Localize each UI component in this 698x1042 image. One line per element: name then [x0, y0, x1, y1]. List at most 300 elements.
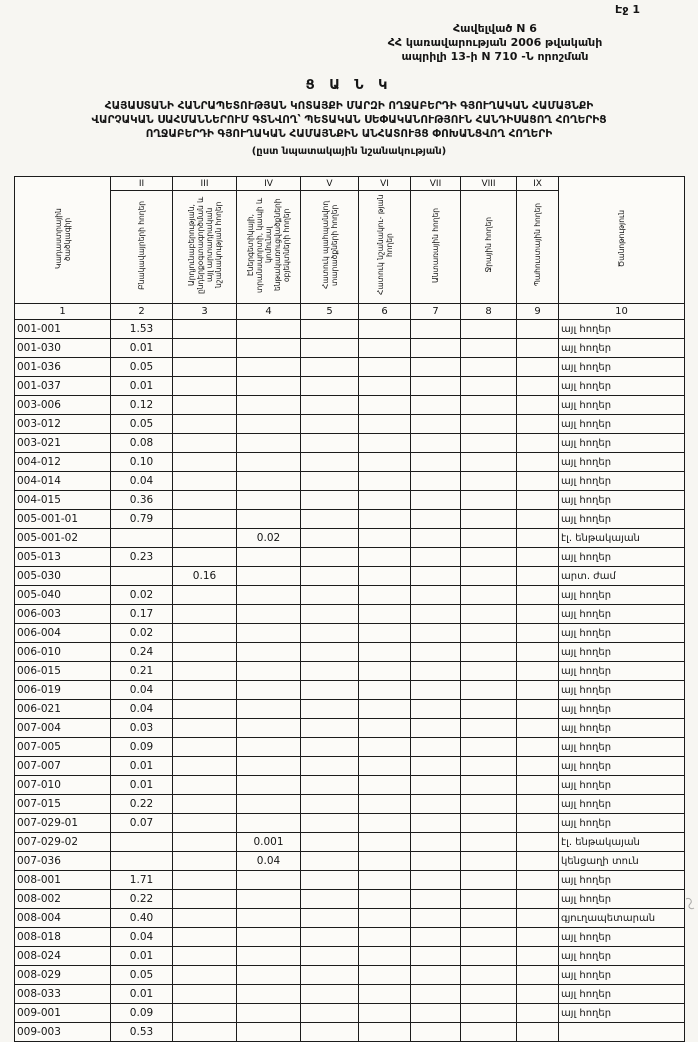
cell-value	[301, 985, 359, 1004]
cell-value: 0.02	[111, 624, 173, 643]
col-header-2-label: Բնակավայրերի հողեր	[137, 200, 146, 290]
cell-value	[173, 548, 237, 567]
cell-value	[411, 624, 461, 643]
table-row	[15, 624, 685, 643]
cell-value	[359, 852, 411, 871]
cell-code: 008-024	[15, 947, 111, 966]
cell-value	[411, 681, 461, 700]
cell-value	[301, 928, 359, 947]
cell-value	[411, 738, 461, 757]
cell-value	[237, 966, 301, 985]
cell-value	[411, 491, 461, 510]
cell-note: այլ հողեր	[559, 966, 685, 985]
cell-value	[461, 928, 517, 947]
cell-value: 0.12	[111, 396, 173, 415]
cell-value	[411, 947, 461, 966]
cell-value	[359, 966, 411, 985]
cell-note: այլ հողեր	[559, 814, 685, 833]
cell-value	[301, 453, 359, 472]
cell-value	[461, 738, 517, 757]
cell-value	[173, 814, 237, 833]
cell-note: գյուղապետարան	[559, 909, 685, 928]
cell-value	[237, 1004, 301, 1023]
cell-value	[237, 396, 301, 415]
col-header-cadastral-code-label: Կադաստրային ծածկագիր	[53, 208, 72, 269]
cell-note: այլ հողեր	[559, 624, 685, 643]
cell-value	[237, 491, 301, 510]
cell-code: 001-036	[15, 358, 111, 377]
cell-note: այլ հողեր	[559, 757, 685, 776]
col-number-10: 10	[559, 304, 685, 320]
cell-value	[359, 358, 411, 377]
cell-note: այլ հողեր	[559, 719, 685, 738]
cell-value	[301, 947, 359, 966]
cell-value	[461, 833, 517, 852]
col-header-6	[359, 191, 411, 304]
cell-value	[359, 396, 411, 415]
cell-code: 001-030	[15, 339, 111, 358]
cell-code: 009-001	[15, 1004, 111, 1023]
table-row	[15, 966, 685, 985]
cell-value	[461, 814, 517, 833]
col-number-3: 3	[173, 304, 237, 320]
cell-value	[461, 757, 517, 776]
cell-value	[359, 434, 411, 453]
cell-value	[237, 1023, 301, 1042]
col-header-3	[173, 191, 237, 304]
cell-value	[301, 320, 359, 339]
table-row	[15, 377, 685, 396]
cell-code: 003-006	[15, 396, 111, 415]
cell-value	[237, 605, 301, 624]
cell-value	[237, 947, 301, 966]
roman-numeral-VII: VII	[411, 177, 461, 191]
appendix-reference	[320, 22, 670, 63]
col-number-2: 2	[111, 304, 173, 320]
cell-note: այլ հողեր	[559, 453, 685, 472]
cell-value	[359, 795, 411, 814]
table-row	[15, 643, 685, 662]
cell-value	[301, 738, 359, 757]
cell-value: 0.01	[111, 947, 173, 966]
table-row	[15, 814, 685, 833]
cell-note: այլ հողեր	[559, 776, 685, 795]
col-header-5-label: Հատուկ պահպանվող տարածքների հողեր	[320, 200, 339, 290]
cell-value	[461, 681, 517, 700]
table-row	[15, 491, 685, 510]
cell-code: 007-010	[15, 776, 111, 795]
cell-value	[301, 339, 359, 358]
cell-value: 0.40	[111, 909, 173, 928]
cell-value	[359, 491, 411, 510]
cell-value	[359, 738, 411, 757]
cell-value: 0.05	[111, 966, 173, 985]
cell-value	[461, 529, 517, 548]
cell-note: այլ հողեր	[559, 586, 685, 605]
cell-value	[411, 795, 461, 814]
table-row	[15, 510, 685, 529]
cell-value	[411, 472, 461, 491]
cell-value	[411, 985, 461, 1004]
cell-value	[517, 719, 559, 738]
cell-value	[517, 1023, 559, 1042]
cell-value	[173, 852, 237, 871]
cell-value	[301, 605, 359, 624]
cell-value	[461, 548, 517, 567]
cell-value	[411, 339, 461, 358]
cell-value	[517, 871, 559, 890]
cell-value	[461, 643, 517, 662]
cell-value	[173, 396, 237, 415]
cell-note: այլ հողեր	[559, 1004, 685, 1023]
cell-code: 005-040	[15, 586, 111, 605]
col-header-note-label: Ծանոթություն	[617, 209, 626, 268]
table-row	[15, 662, 685, 681]
cell-note: այլ հողեր	[559, 928, 685, 947]
col-header-7	[411, 191, 461, 304]
cell-value	[301, 643, 359, 662]
cell-value	[359, 681, 411, 700]
cell-note: այլ հողեր	[559, 358, 685, 377]
cell-value	[237, 453, 301, 472]
col-header-2	[111, 191, 173, 304]
cell-value	[411, 852, 461, 871]
cell-value	[411, 358, 461, 377]
cell-value	[359, 947, 411, 966]
cell-value	[237, 377, 301, 396]
cell-value: 0.21	[111, 662, 173, 681]
cell-value	[517, 415, 559, 434]
cell-note: այլ հողեր	[559, 415, 685, 434]
table-row	[15, 396, 685, 415]
cell-value	[461, 567, 517, 586]
cell-value	[173, 700, 237, 719]
cell-value: 0.05	[111, 358, 173, 377]
cell-value: 0.22	[111, 795, 173, 814]
subtitle-line-1: ՀԱՅԱՍՏԱՆԻ ՀԱՆՐԱՊԵՏՈՒԹՅԱՆ ԿՈՏԱՅՔԻ ՄԱՐԶԻ ՈՂՋԱԲԵՐԴԻ ԳՅՈՒՂԱԿԱՆ ՀԱՄԱՅՆՔԻ	[104, 100, 594, 112]
cell-value	[237, 472, 301, 491]
document-subnote: (ըստ նպատակային նշանակության)	[251, 145, 447, 157]
roman-numeral-IX: IX	[517, 177, 559, 191]
cell-code: 008-001	[15, 871, 111, 890]
margin-scribble	[684, 896, 696, 912]
cell-value	[359, 833, 411, 852]
cell-value	[461, 909, 517, 928]
cell-value	[517, 396, 559, 415]
cell-value	[301, 757, 359, 776]
cell-value	[517, 795, 559, 814]
cell-value	[461, 700, 517, 719]
cell-value	[411, 415, 461, 434]
table-row	[15, 567, 685, 586]
cell-code: 004-014	[15, 472, 111, 491]
cell-value	[411, 966, 461, 985]
cell-value	[517, 947, 559, 966]
cell-value	[461, 852, 517, 871]
cell-value	[359, 890, 411, 909]
cell-value	[301, 624, 359, 643]
cell-value	[173, 377, 237, 396]
cell-value: 0.01	[111, 339, 173, 358]
cell-value	[301, 681, 359, 700]
cell-code: 005-001-01	[15, 510, 111, 529]
cell-value	[301, 814, 359, 833]
cell-value	[237, 719, 301, 738]
cell-value	[237, 586, 301, 605]
cell-value	[411, 643, 461, 662]
cell-value	[461, 358, 517, 377]
cell-value	[359, 776, 411, 795]
cell-value	[173, 472, 237, 491]
cell-value	[517, 377, 559, 396]
cell-value: 0.02	[111, 586, 173, 605]
cell-value	[359, 700, 411, 719]
cell-note: այլ հողեր	[559, 491, 685, 510]
col-header-5	[301, 191, 359, 304]
cell-value: 0.17	[111, 605, 173, 624]
cell-value	[411, 700, 461, 719]
table-row	[15, 320, 685, 339]
cell-value	[173, 928, 237, 947]
table-row	[15, 339, 685, 358]
cell-value	[517, 339, 559, 358]
cell-value	[173, 491, 237, 510]
cell-value	[301, 1023, 359, 1042]
cell-value	[173, 510, 237, 529]
cell-value	[517, 852, 559, 871]
cell-note: այլ հողեր	[559, 947, 685, 966]
header-number-row	[15, 304, 685, 320]
cell-code: 006-021	[15, 700, 111, 719]
cell-code: 005-001-02	[15, 529, 111, 548]
cell-code: 006-019	[15, 681, 111, 700]
roman-numeral-VIII: VIII	[461, 177, 517, 191]
table-row	[15, 1004, 685, 1023]
table-header	[15, 177, 685, 320]
cell-value	[411, 1004, 461, 1023]
cell-value	[359, 529, 411, 548]
col-number-8: 8	[461, 304, 517, 320]
cell-value	[173, 605, 237, 624]
table-row	[15, 1023, 685, 1042]
cell-value	[237, 434, 301, 453]
cell-value	[173, 890, 237, 909]
cell-value	[517, 928, 559, 947]
cell-note: այլ հողեր	[559, 434, 685, 453]
cell-value: 0.01	[111, 377, 173, 396]
cell-code: 007-007	[15, 757, 111, 776]
cell-value	[517, 529, 559, 548]
cell-code: 007-015	[15, 795, 111, 814]
cell-value	[411, 434, 461, 453]
cell-value	[173, 738, 237, 757]
cell-code: 004-012	[15, 453, 111, 472]
cell-note: այլ հողեր	[559, 643, 685, 662]
cell-value	[237, 909, 301, 928]
cell-value	[461, 947, 517, 966]
cell-value	[359, 624, 411, 643]
title-block	[0, 78, 698, 157]
cell-value	[173, 624, 237, 643]
col-header-9	[517, 191, 559, 304]
cell-value: 0.01	[111, 776, 173, 795]
cell-value	[301, 719, 359, 738]
document-subtitle	[0, 99, 698, 142]
cell-value	[359, 643, 411, 662]
cell-value	[301, 548, 359, 567]
cell-value	[461, 339, 517, 358]
cell-value	[173, 339, 237, 358]
cell-value: 0.16	[173, 567, 237, 586]
cell-code: 006-003	[15, 605, 111, 624]
cell-value	[359, 605, 411, 624]
cell-value	[411, 814, 461, 833]
cell-value: 0.04	[111, 681, 173, 700]
roman-numeral-V: V	[301, 177, 359, 191]
cell-value	[517, 510, 559, 529]
cell-value	[173, 795, 237, 814]
cell-value	[411, 757, 461, 776]
cell-note: այլ հողեր	[559, 320, 685, 339]
cell-value	[301, 1004, 359, 1023]
table-row	[15, 795, 685, 814]
table-row	[15, 434, 685, 453]
cell-value	[517, 567, 559, 586]
cell-value	[111, 852, 173, 871]
appendix-line-1: Հավելված N 6	[453, 22, 537, 35]
cell-code: 005-013	[15, 548, 111, 567]
cell-code: 008-033	[15, 985, 111, 1004]
cell-value	[517, 453, 559, 472]
cell-value	[173, 719, 237, 738]
cell-value: 0.01	[111, 985, 173, 1004]
cell-value: 0.04	[111, 700, 173, 719]
table-row	[15, 928, 685, 947]
cell-value	[411, 833, 461, 852]
cell-value	[301, 396, 359, 415]
cell-value	[237, 643, 301, 662]
cell-value	[173, 833, 237, 852]
cell-value: 1.71	[111, 871, 173, 890]
table-row	[15, 757, 685, 776]
cell-value	[411, 510, 461, 529]
cell-value	[461, 795, 517, 814]
cell-value	[461, 624, 517, 643]
cell-value	[237, 320, 301, 339]
col-header-8	[461, 191, 517, 304]
header-roman-row	[15, 177, 685, 191]
cell-note: այլ հողեր	[559, 377, 685, 396]
cell-value	[301, 358, 359, 377]
cell-value	[517, 548, 559, 567]
cell-value	[517, 890, 559, 909]
cell-value	[301, 472, 359, 491]
page-number: Էջ 1	[615, 3, 640, 16]
cell-value	[111, 567, 173, 586]
cell-code: 001-001	[15, 320, 111, 339]
cell-value	[461, 890, 517, 909]
cell-value	[359, 1004, 411, 1023]
cell-value: 1.53	[111, 320, 173, 339]
table-row	[15, 681, 685, 700]
roman-numeral-III: III	[173, 177, 237, 191]
land-table	[14, 176, 685, 1042]
cell-value: 0.05	[111, 415, 173, 434]
cell-value	[359, 871, 411, 890]
col-header-9-label: Պահուստային հողեր	[533, 203, 542, 287]
cell-value: 0.79	[111, 510, 173, 529]
cell-value	[411, 909, 461, 928]
cell-value	[517, 909, 559, 928]
cell-value	[301, 909, 359, 928]
cell-value	[461, 776, 517, 795]
cell-value	[411, 548, 461, 567]
table-row	[15, 776, 685, 795]
cell-note: այլ հողեր	[559, 985, 685, 1004]
cell-value	[237, 890, 301, 909]
cell-value	[237, 757, 301, 776]
cell-value	[461, 871, 517, 890]
cell-value: 0.04	[111, 928, 173, 947]
cell-value	[301, 415, 359, 434]
cell-value	[173, 1023, 237, 1042]
cell-note: այլ հողեր	[559, 795, 685, 814]
cell-value	[237, 700, 301, 719]
cell-value: 0.02	[237, 529, 301, 548]
cell-note: այլ հողեր	[559, 871, 685, 890]
cell-value	[237, 814, 301, 833]
cell-value	[111, 833, 173, 852]
table-row	[15, 415, 685, 434]
cell-value	[173, 1004, 237, 1023]
col-number-7: 7	[411, 304, 461, 320]
table-row	[15, 719, 685, 738]
cell-value: 0.04	[237, 852, 301, 871]
cell-value	[173, 415, 237, 434]
col-header-cadastral-code	[15, 177, 111, 304]
cell-value	[301, 586, 359, 605]
cell-value	[359, 909, 411, 928]
cell-value	[517, 985, 559, 1004]
cell-value	[411, 890, 461, 909]
cell-value	[461, 377, 517, 396]
appendix-line-3: ապրիլի 13-ի N 710 -Ն որոշման	[401, 49, 589, 63]
cell-value	[173, 681, 237, 700]
cell-note: կենցաղի տուն	[559, 852, 685, 871]
cell-value	[359, 472, 411, 491]
cell-value	[237, 415, 301, 434]
cell-value: 0.07	[111, 814, 173, 833]
cell-code: 007-004	[15, 719, 111, 738]
cell-value	[301, 966, 359, 985]
table-row	[15, 947, 685, 966]
cell-value	[461, 719, 517, 738]
col-number-5: 5	[301, 304, 359, 320]
cell-value	[359, 757, 411, 776]
cell-value	[237, 339, 301, 358]
cell-value	[461, 510, 517, 529]
cell-value	[359, 985, 411, 1004]
cell-note: այլ հողեր	[559, 662, 685, 681]
cell-value	[237, 681, 301, 700]
cell-value	[517, 434, 559, 453]
cell-value	[461, 1004, 517, 1023]
table-row	[15, 358, 685, 377]
cell-value	[173, 358, 237, 377]
cell-value	[461, 662, 517, 681]
cell-value	[461, 1023, 517, 1042]
cell-value	[461, 320, 517, 339]
